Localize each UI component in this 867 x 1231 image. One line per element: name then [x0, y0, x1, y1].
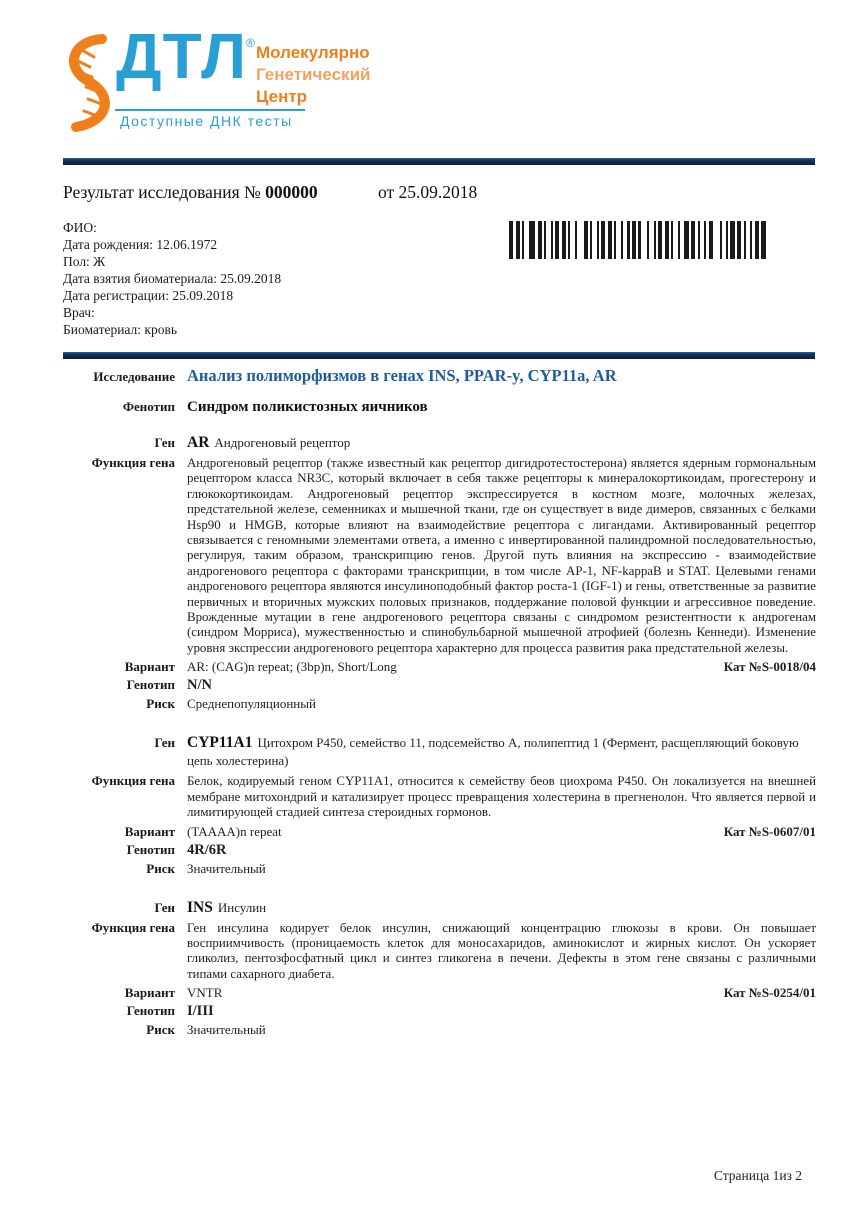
logo-divider	[115, 109, 305, 111]
tagline-line: Генетический	[256, 65, 371, 84]
barcode-bar	[761, 221, 765, 259]
gene-name	[187, 899, 816, 917]
genotype-label: Генотип	[126, 677, 175, 693]
section-divider-bar	[63, 352, 815, 359]
registered-mark: ®	[246, 36, 255, 50]
variant-text: VNTR	[187, 985, 223, 1001]
catalog-number: Кат №S-0254/01	[723, 985, 816, 1001]
report-number: 000000	[265, 182, 318, 202]
gene-label: Ген	[154, 735, 175, 751]
report-title-prefix: Результат исследования №	[63, 182, 261, 202]
variant-row	[63, 659, 816, 675]
gene-function-text: Андрогеновый рецептор (также известный как рецептор дигидротестостерона) является ядерным гормональным рецептором класса NR3C, который включает в себя также рецепторы к минералокортикоидам, прогестерону и глюкокортикоидам. Андрогеновый рецептор экспрессируется в костном мозге, молочных железах, предстательной железе, семенниках и мышечной ткани, где он существует в виде димеров, связанных с белками Hsp90 и HMGB, которые влияют на взаимодействие рецептора с лигандами. Активированный рецептор связывается с геномными элементами ответа, а именно с инвертированной палиндромной последовательностью, регулируя, таким образом, транскрипцию генов. Другой путь влияния на экспрессию - взаимодействие андрогенового рецептора с факторами транскрипции, в том числе AP-1, NF-kappaB и STAT. Целевыми генами андрогенового рецептора являются инсулиноподобный фактор роста-1 (IGF-1) и гены, ответственные за развитие первичных и вторичных мужских половых признаков, поддержание половой функции и агрессивное поведение. Врожденные мутации в гене андрогенового рецептора связаны с синдромом резистентности к андрогенам (синдром Морриса), мужественностью и спинобульбарной мышечной атрофией (болезнь Кеннеди). Изменение уровня экспрессии андрогенового рецептора характерно для процесса развития рака предстательной железы.	[187, 456, 816, 655]
genotype-value: 4R/6R	[187, 841, 227, 858]
gene-block-cyp11a1	[63, 734, 816, 876]
risk-value: Среднепопуляционный	[187, 696, 316, 712]
risk-row	[63, 861, 816, 877]
variant-label: Вариант	[124, 823, 175, 839]
risk-value: Значительный	[187, 860, 266, 876]
gene-block-ins	[63, 899, 816, 1039]
gene-description: Цитохром P450, семейство 11, подсемейство A, полипептид 1 (Фермент, расщепляющий боковую цепь холестерина)	[187, 735, 799, 769]
gene-function-text: Белок, кодируемый геном CYP11A1, относится к семейству беов циохрома P450. Он локализуется на внешней мембране митохондрий и катализирует процесс превращения холестерина в прегненолон. Что является первой и лимитирующей стадией синтеза стероидных гормонов.	[187, 774, 816, 820]
patient-info-line: ФИО:	[63, 220, 97, 235]
variant-text: AR: (CAG)n repeat; (3bp)n, Short/Long	[187, 659, 397, 675]
catalog-number: Кат №S-0018/04	[723, 659, 816, 675]
risk-label: Риск	[146, 1022, 175, 1038]
variant-row	[63, 985, 816, 1001]
variant-label: Вариант	[124, 985, 175, 1001]
study-value: Анализ полиморфизмов в генах INS, PPAR-y, CYP11a, AR	[187, 366, 617, 385]
logo-tagline	[256, 42, 370, 108]
variant-value	[187, 985, 816, 1001]
tagline-line: Молекулярно	[256, 43, 370, 62]
genotype-value: N/N	[187, 677, 212, 694]
barcode-bar	[641, 221, 648, 259]
gene-function-row	[63, 920, 816, 983]
gene-description: Андрогеновый рецептор	[214, 435, 351, 450]
study-label: Исследование	[93, 369, 175, 384]
gene-label: Ген	[154, 435, 175, 450]
page-number: Страница 1из 2	[713, 1168, 802, 1183]
barcode-bar	[713, 221, 720, 259]
genotype-label: Генотип	[126, 841, 175, 857]
variant-value	[187, 659, 816, 675]
gene-symbol: CYP11A1	[187, 734, 253, 752]
catalog-number: Кат №S-0607/01	[723, 823, 816, 839]
header-divider-bar	[63, 158, 815, 165]
gene-row	[63, 434, 816, 452]
genotype-value: I/III	[187, 1003, 214, 1020]
variant-value	[187, 824, 816, 840]
gene-function-row	[63, 455, 816, 656]
gene-label: Ген	[154, 899, 175, 915]
study-row	[63, 366, 816, 386]
gene-symbol: AR	[187, 434, 210, 451]
risk-label: Риск	[146, 860, 175, 876]
tagline-line: Центр	[256, 87, 308, 106]
phenotype-row	[63, 399, 816, 416]
gene-function-label: Функция гена	[91, 773, 175, 789]
variant-row	[63, 824, 816, 840]
gene-name	[187, 734, 816, 770]
report-title	[63, 182, 477, 203]
patient-info	[63, 219, 281, 338]
barcode	[509, 221, 792, 259]
genotype-row	[63, 842, 816, 859]
phenotype-value: Синдром поликистозных яичников	[187, 399, 428, 415]
patient-info-line: Дата рождения: 12.06.1972	[63, 237, 218, 252]
risk-row	[63, 696, 816, 712]
barcode-bar	[577, 221, 584, 259]
risk-label: Риск	[146, 696, 175, 712]
gene-description: Инсулин	[217, 899, 267, 915]
risk-row	[63, 1022, 816, 1038]
brand-name: ДТЛ	[116, 20, 247, 92]
variant-text: (TAAAA)n repeat	[187, 823, 282, 839]
gene-row	[63, 899, 816, 917]
dna-helix-icon	[60, 33, 118, 133]
gene-symbol: INS	[187, 898, 213, 916]
results-section	[63, 366, 816, 1060]
genotype-row	[63, 677, 816, 694]
gene-function-label: Функция гена	[91, 455, 175, 470]
gene-name	[187, 434, 816, 452]
patient-info-line: Дата взятия биоматериала: 25.09.2018	[63, 271, 282, 286]
gene-function-text: Ген инсулина кодирует белок инсулин, снижающий концентрацию глюкозы в крови. Он повышает восприимчивость (проницаемость клеток для моносахаридов, аминокислот и жирных кислот. Он ускоряет гликолиз, пентозфосфатный цикл и синтез гликогена в печени. Дефекты в этом гене связаны с различными типами сахарного диабета.	[187, 920, 816, 981]
gene-function-row	[63, 773, 816, 820]
logo	[60, 20, 380, 136]
patient-info-line: Пол: Ж	[63, 254, 106, 269]
genotype-row	[63, 1003, 816, 1020]
gene-function-label: Функция гена	[91, 919, 175, 935]
logo-subtitle: Доступные ДНК тесты	[120, 113, 293, 129]
variant-label: Вариант	[124, 659, 175, 675]
patient-info-line: Дата регистрации: 25.09.2018	[63, 288, 234, 303]
genotype-label: Генотип	[126, 1003, 175, 1019]
gene-row	[63, 734, 816, 770]
barcode-bar	[529, 221, 536, 259]
risk-value: Значительный	[187, 1022, 266, 1038]
report-date: от 25.09.2018	[377, 182, 478, 202]
phenotype-label: Фенотип	[122, 399, 175, 414]
patient-info-line: Биоматериал: кровь	[63, 322, 177, 337]
gene-block-ar	[63, 434, 816, 712]
patient-info-line: Врач:	[63, 305, 95, 320]
